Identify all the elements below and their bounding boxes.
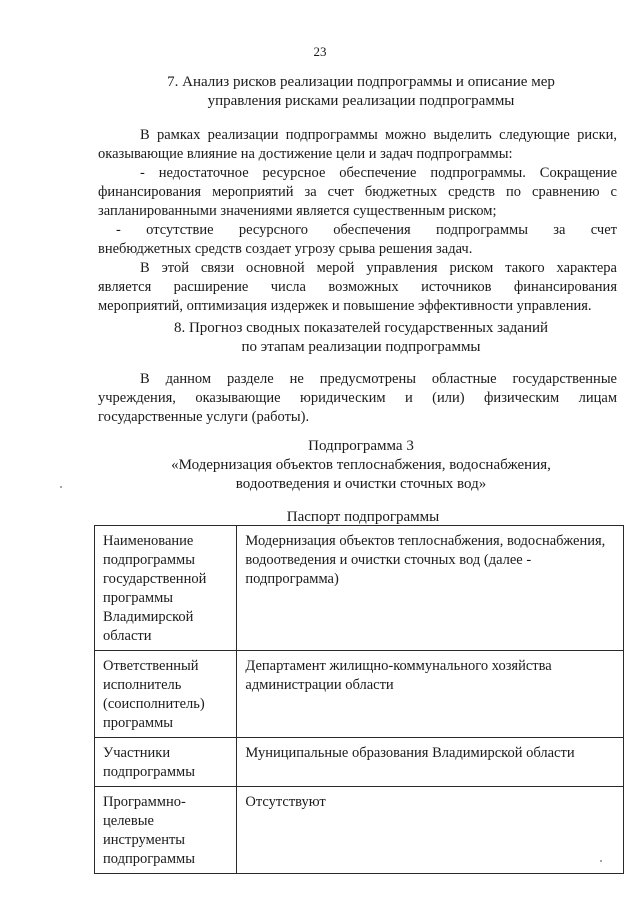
section-7-line: - отсутствие ресурсного обеспечения подпрограммы за счет	[116, 222, 617, 238]
subprogram-title	[96, 437, 626, 494]
table-row	[95, 787, 624, 874]
subprogram-title-line-1: Подпрограмма 3	[308, 438, 414, 454]
section-8-line: учреждения, оказывающие юридическим и (или) физическим лицам	[98, 390, 617, 406]
table-row	[95, 526, 624, 651]
section-8-title-line-2: по этапам реализации подпрограммы	[241, 339, 481, 355]
section-7-body	[98, 126, 617, 316]
section-7-line: является расширение числа возможных источников финансирования	[98, 279, 617, 295]
passport-value-cell: Муниципальные образования Владимирской области	[237, 738, 624, 787]
table-row	[95, 651, 624, 738]
section-7-title-line-2: управления рисками реализации подпрограммы	[207, 93, 515, 109]
subprogram-title-line-2: «Модернизация объектов теплоснабжения, водоснабжения,	[171, 457, 551, 473]
section-7-line: В этой связи основной мерой управления риском такого характера	[140, 260, 617, 276]
section-8-title-line-1: 8. Прогноз сводных показателей государственных заданий	[173, 320, 549, 336]
scan-speck	[60, 486, 62, 488]
section-7-line: запланированными значениями является существенным риском;	[98, 203, 497, 219]
passport-label-cell: Программно-целевые инструменты подпрограммы	[95, 787, 237, 874]
passport-label-cell: Ответственный исполнитель (соисполнитель) программы	[95, 651, 237, 738]
passport-table	[94, 525, 624, 874]
section-8-line: государственные услуги (работы).	[98, 409, 310, 425]
subprogram-title-line-3: водоотведения и очистки сточных вод»	[235, 476, 487, 492]
section-7-title-line-1: 7. Анализ рисков реализации подпрограммы и описание мер	[167, 74, 555, 90]
passport-value-cell: Отсутствуют	[237, 787, 624, 874]
section-7-line: В рамках реализации подпрограммы можно выделить следующие риски,	[140, 127, 617, 143]
section-7-title	[96, 73, 626, 111]
passport-value-cell: Модернизация объектов теплоснабжения, водоснабжения, водоотведения и очистки сточных вод (далее - подпрограмма)	[237, 526, 624, 651]
section-8-title	[96, 319, 626, 357]
section-7-line: - недостаточное ресурсное обеспечение подпрограммы. Сокращение	[140, 165, 617, 181]
table-row	[95, 738, 624, 787]
section-8-line: В данном разделе не предусмотрены областные государственные	[140, 371, 617, 387]
passport-title: Паспорт подпрограммы	[286, 509, 440, 525]
passport-label-cell: Наименование подпрограммы государственной программы Владимирской области	[95, 526, 237, 651]
section-8-body	[98, 370, 617, 427]
passport-value-cell: Департамент жилищно-коммунального хозяйства администрации области	[237, 651, 624, 738]
scan-speck	[600, 860, 602, 862]
section-7-line: внебюджетных средств создает угрозу срыва решения задач.	[98, 241, 473, 257]
section-7-line: финансирования мероприятий за счет бюджетных средств по сравнению с	[98, 184, 617, 200]
passport-label-cell: Участники подпрограммы	[95, 738, 237, 787]
section-7-line: мероприятий, оптимизация издержек и повышение эффективности управления.	[98, 298, 592, 314]
page-number: 23	[313, 44, 327, 59]
section-7-line: оказывающие влияние на достижение цели и задач подпрограммы:	[98, 146, 513, 162]
